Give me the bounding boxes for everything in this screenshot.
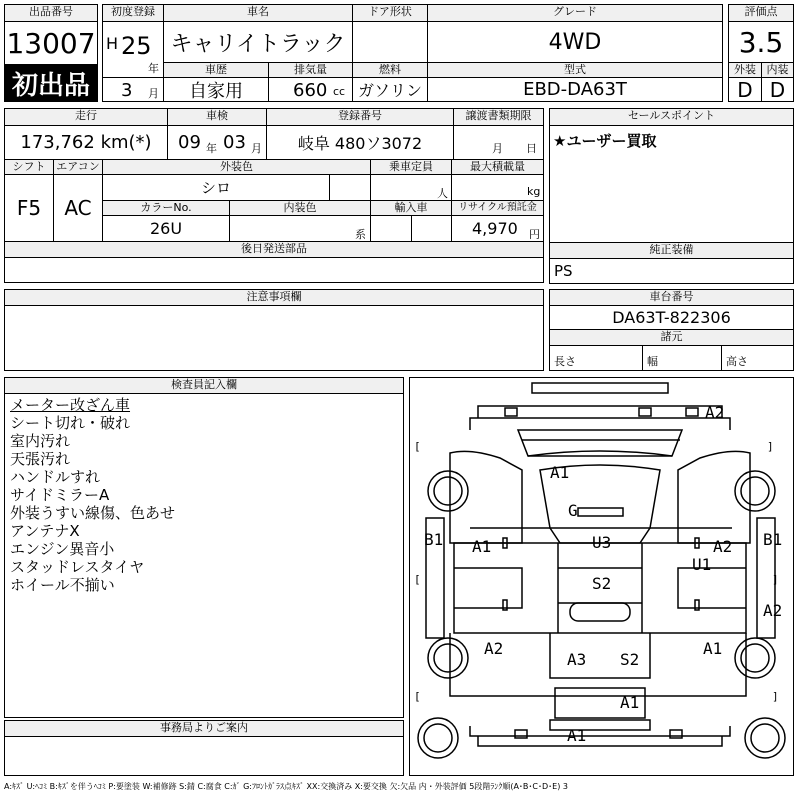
sales-point-box <box>549 125 794 243</box>
insp-year: 09 <box>178 132 201 153</box>
history-value: 自家用 <box>163 77 269 102</box>
capacity-unit: 人 <box>437 187 448 200</box>
damage-mark: U1 <box>692 555 712 574</box>
reg-no-header: 登録番号 <box>266 108 454 126</box>
length-box <box>549 345 643 371</box>
shift-header: シフト <box>4 159 54 175</box>
dims-header: 諸元 <box>549 329 794 346</box>
damage-mark: A1 <box>620 693 640 712</box>
transfer-header: 譲渡書類期限 <box>453 108 544 126</box>
door-value <box>352 21 428 63</box>
displacement-box <box>268 77 353 102</box>
length-label: 長さ <box>554 355 576 368</box>
first-reg-month: 3 <box>121 80 133 101</box>
recycle-value: 4,970 <box>472 219 518 238</box>
ext-header: 外装 <box>728 62 762 78</box>
inspector-line: スタッドレスタイヤ <box>10 558 145 576</box>
inspector-header: 検査員記入欄 <box>4 377 404 394</box>
damage-mark: G <box>568 501 578 520</box>
damage-mark: A2 <box>705 403 725 422</box>
recycle-unit: 円 <box>529 228 540 241</box>
model-value: EBD-DA63T <box>427 77 723 102</box>
mileage-value: 173,762 km(*) <box>4 125 168 160</box>
insp-month: 03 <box>223 132 246 153</box>
grade-value: 4WD <box>427 21 723 63</box>
ext-value: D <box>728 77 762 102</box>
month-unit: 月 <box>148 87 159 100</box>
transfer-day-unit: 日 <box>526 142 537 155</box>
office-box <box>4 736 404 776</box>
sales-point-value: ★ユーザー買取 <box>553 132 657 150</box>
damage-mark: B1 <box>424 530 444 549</box>
caution-header: 注意事項欄 <box>4 289 544 306</box>
inspector-line: シート切れ・破れ <box>10 414 131 432</box>
int-header: 内装 <box>761 62 794 78</box>
legend: A:ｷｽﾞ U:ﾍｺﾐ B:ｷｽﾞを伴うﾍｺﾐ P:要塗装 W:補修跡 S:錆 C:腐食 C:ｶﾞ G:ﾌﾛﾝﾄｶﾞﾗｽ点ｷｽﾞ XX:交換済み X:要交換 欠:欠品 内・外装評価 5段階ﾗﾝｸ順(A･B･C･D･E) 3 <box>4 782 568 791</box>
history-header: 車歴 <box>163 62 269 78</box>
inspector-box <box>4 393 404 718</box>
later-parts-header: 後日発送部品 <box>4 241 544 258</box>
bracket-right-mid: ] <box>772 573 779 586</box>
score-header: 評価点 <box>728 4 794 22</box>
import-header: 輸入車 <box>370 200 452 216</box>
score-value: 3.5 <box>728 21 794 63</box>
inspector-lines <box>10 396 175 594</box>
inspector-line: 室内汚れ <box>10 432 71 450</box>
ac-value: AC <box>53 174 103 242</box>
damage-mark: A1 <box>472 537 492 556</box>
grade-header: グレード <box>427 4 723 22</box>
bracket-right-low: ] <box>772 690 779 703</box>
first-reg-header: 初度登録 <box>102 4 164 22</box>
ext-color-extra <box>329 174 371 201</box>
inspector-line: 天張汚れ <box>10 450 71 468</box>
sales-point-header: セールスポイント <box>549 108 794 126</box>
inspection-header: 車検 <box>167 108 267 126</box>
damage-mark: B1 <box>763 530 783 549</box>
color-no-value: 26U <box>102 215 230 242</box>
load-box <box>451 174 544 201</box>
genuine-header: 純正装備 <box>549 242 794 259</box>
fuel-value: ガソリン <box>352 77 428 102</box>
transfer-box <box>453 125 544 160</box>
lot-number: 13007 <box>4 21 98 65</box>
height-box <box>721 345 794 371</box>
chassis-value: DA63T-822306 <box>549 305 794 330</box>
first-reg-month-box <box>102 77 164 102</box>
damage-mark: A2 <box>713 537 733 556</box>
displacement-header: 排気量 <box>268 62 353 78</box>
insp-year-unit: 年 <box>206 142 217 155</box>
insp-month-unit: 月 <box>251 142 262 155</box>
inspector-line: ハンドルすれ <box>10 468 101 486</box>
genuine-value: PS <box>554 262 573 280</box>
ext-color-header: 外装色 <box>102 159 371 175</box>
inspection-box <box>167 125 267 160</box>
ext-color-value: シロ <box>102 174 330 201</box>
displacement-unit: cc <box>333 85 346 98</box>
office-header: 事務局よりご案内 <box>4 720 404 737</box>
inspector-line: サイドミラーA <box>10 486 110 504</box>
chassis-header: 車台番号 <box>549 289 794 306</box>
damage-mark: A3 <box>567 650 587 669</box>
displacement-value: 660 <box>293 80 328 101</box>
inspector-line: エンジン異音小 <box>10 540 115 558</box>
recycle-header: リサイクル預託金 <box>451 200 544 216</box>
inspector-line: メーター改ざん車 <box>10 396 131 414</box>
bracket-right-top: ] <box>767 440 774 453</box>
car-name: キャリイトラック <box>163 21 353 63</box>
int-color-box <box>229 215 371 242</box>
bracket-left-mid: [ <box>414 573 421 586</box>
capacity-header: 乗車定員 <box>370 159 452 175</box>
int-color-unit: 系 <box>355 228 366 241</box>
color-no-header: カラーNo. <box>102 200 230 216</box>
load-unit: kg <box>527 185 541 198</box>
ac-header: エアコン <box>53 159 103 175</box>
transfer-month-unit: 月 <box>492 142 503 155</box>
model-header: 型式 <box>427 62 723 78</box>
damage-mark: S2 <box>592 574 612 593</box>
import-box-right <box>411 215 452 242</box>
width-label: 幅 <box>647 355 658 368</box>
width-box <box>642 345 722 371</box>
later-parts-box <box>4 257 544 283</box>
fuel-header: 燃料 <box>352 62 428 78</box>
damage-mark: A1 <box>703 639 723 658</box>
int-color-header: 内装色 <box>229 200 371 216</box>
height-label: 高さ <box>726 355 748 368</box>
first-listing-badge: 初出品 <box>4 64 98 102</box>
lot-number-header: 出品番号 <box>4 4 98 22</box>
recycle-box <box>451 215 544 242</box>
damage-mark: A2 <box>763 601 783 620</box>
inspector-line: 外装うすい線傷、色あせ <box>10 504 176 522</box>
car-name-header: 車名 <box>163 4 353 22</box>
inspector-line: ホイール不揃い <box>10 576 115 594</box>
damage-mark: A1 <box>567 726 587 745</box>
genuine-box <box>549 258 794 284</box>
year-unit: 年 <box>148 62 159 75</box>
shift-value: F5 <box>4 174 54 242</box>
mileage-header: 走行 <box>4 108 168 126</box>
first-reg-year-box <box>102 21 164 78</box>
import-box-left <box>370 215 412 242</box>
load-header: 最大積載量 <box>451 159 544 175</box>
reg-no-value: 岐阜 480ソ3072 <box>266 125 454 160</box>
damage-mark: A1 <box>550 463 570 482</box>
caution-box <box>4 305 544 371</box>
era-letter: H <box>106 34 119 53</box>
door-header: ドア形状 <box>352 4 428 22</box>
vehicle-diagram <box>409 377 794 776</box>
damage-mark: U3 <box>592 533 612 552</box>
inspector-line: アンテナX <box>10 522 80 540</box>
int-value: D <box>761 77 794 102</box>
damage-mark: A2 <box>484 639 504 658</box>
bracket-left-low: [ <box>414 690 421 703</box>
bracket-left-top: [ <box>414 440 421 453</box>
first-reg-year: 25 <box>121 32 152 60</box>
damage-mark: S2 <box>620 650 640 669</box>
capacity-box <box>370 174 452 201</box>
